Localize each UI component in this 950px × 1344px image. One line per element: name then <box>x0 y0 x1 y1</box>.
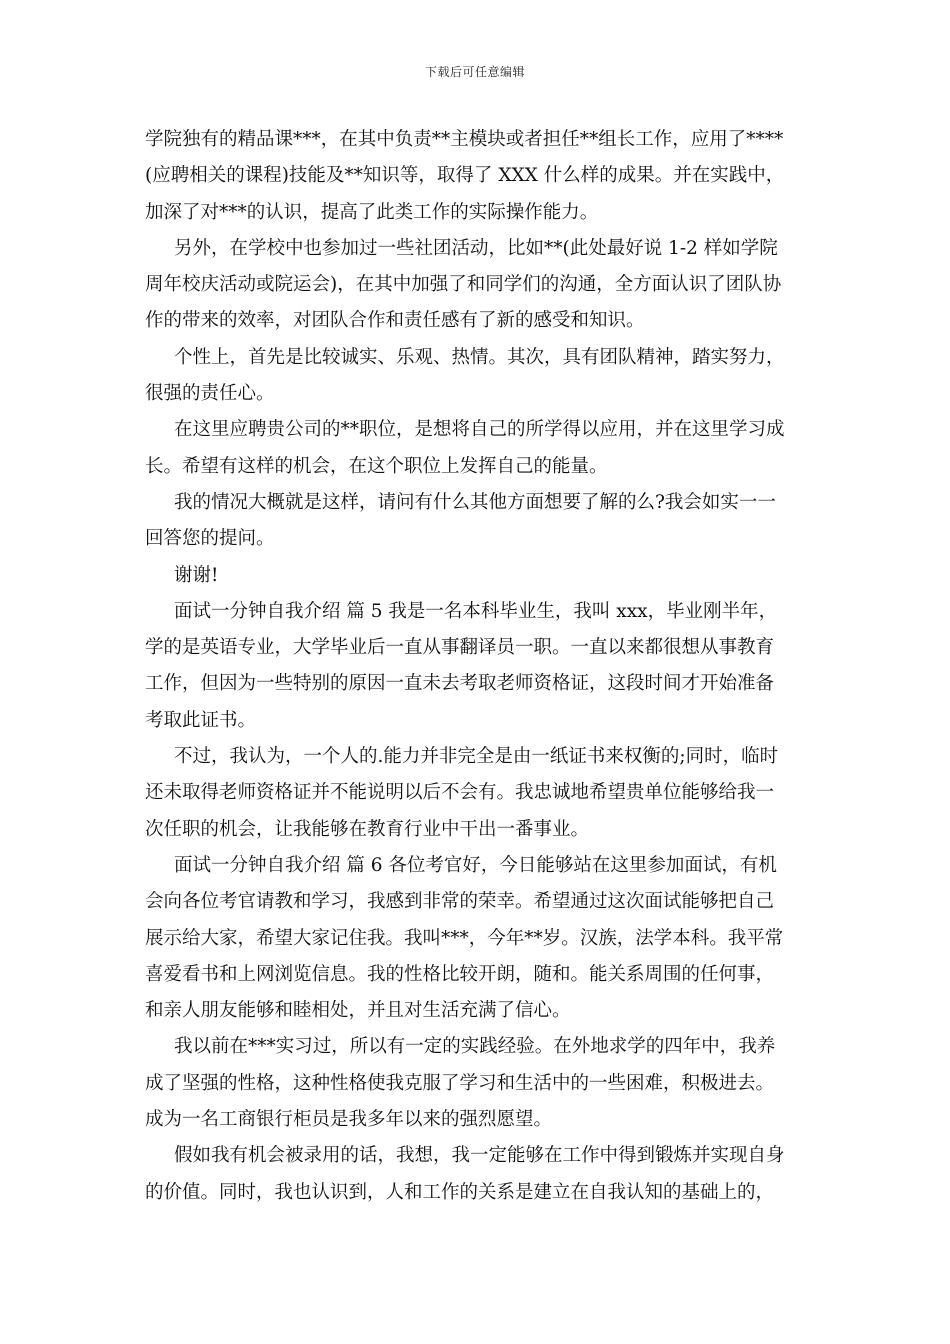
text-line: (应聘相关的课程)技能及**知识等，取得了 XXX 什么样的成果。并在实践中， <box>145 165 785 187</box>
text-line: 还未取得老师资格证并不能说明以后不会有。我忠诚地希望贵单位能够给我一 <box>145 782 775 804</box>
text-line: 在这里应聘贵公司的**职位，是想将自己的所学得以应用，并在这里学习成 <box>174 419 785 441</box>
text-line: 面试一分钟自我介绍 篇 6 各位考官好，今日能够站在这里参加面试，有机 <box>174 854 777 876</box>
text-line: 不过，我认为，一个人的.能力并非完全是由一纸证书来权衡的;同时，临时 <box>174 746 779 768</box>
document-body <box>145 122 813 1211</box>
text-line: 展示给大家，希望大家记住我。我叫***，今年**岁。汉族，法学本科。我平常 <box>145 927 784 949</box>
text-line: 周年校庆活动或院运会)，在其中加强了和同学们的沟通，全方面认识了团队协 <box>145 274 782 296</box>
text-line: 会向各位考官请教和学习，我感到非常的荣幸。希望通过这次面试能够把自己 <box>145 891 775 913</box>
text-line: 长。希望有这样的机会，在这个职位上发挥自己的能量。 <box>145 455 608 477</box>
text-line: 次任职的机会，让我能够在教育行业中干出一番事业。 <box>145 818 590 840</box>
text-line: 我的情况大概就是这样，请问有什么其他方面想要了解的么?我会如实一一 <box>174 491 776 513</box>
text-line: 回答您的提问。 <box>145 528 275 550</box>
text-line: 加深了对***的认识，提高了此类工作的实际操作能力。 <box>145 201 599 223</box>
page-header: 下载后可任意编辑 <box>424 65 525 79</box>
text-line: 很强的责任心。 <box>145 383 275 405</box>
text-line: 喜爱看书和上网浏览信息。我的性格比较开朗，随和。能关系周围的任何事， <box>145 963 775 985</box>
text-line: 我以前在***实习过，所以有一定的实践经验。在外地求学的四年中，我养 <box>174 1036 776 1058</box>
text-line: 学院独有的精品课***，在其中负责**主模块或者担任**组长工作，应用了**** <box>145 129 784 150</box>
text-line: 成为一名工商银行柜员是我多年以来的强烈愿望。 <box>145 1109 553 1131</box>
text-line: 作的带来的效率，对团队合作和责任感有了新的感受和知识。 <box>145 310 645 332</box>
text-line: 学的是英语专业，大学毕业后一直从事翻译员一职。一直以来都很想从事教育 <box>145 637 775 659</box>
text-line: 的价值。同时，我也认识到，人和工作的关系是建立在自我认知的基础上的， <box>145 1181 775 1203</box>
text-line: 谢谢! <box>174 564 219 586</box>
text-line: 个性上，首先是比较诚实、乐观、热情。其次，具有团队精神，踏实努力， <box>174 346 785 368</box>
text-line: 工作，但因为一些特别的原因一直未去考取老师资格证，这段时间才开始准备 <box>145 673 775 695</box>
text-line: 和亲人朋友能够和睦相处，并且对生活充满了信心。 <box>145 1000 571 1022</box>
text-line: 考取此证书。 <box>145 709 257 731</box>
text-line: 成了坚强的性格，这种性格使我克服了学习和生活中的一些困难，积极进去。 <box>145 1072 775 1094</box>
text-line: 假如我有机会被录用的话，我想，我一定能够在工作中得到锻炼并实现自身 <box>174 1145 785 1167</box>
text-line: 另外，在学校中也参加过一些社团活动，比如**(此处最好说 1-2 样如学院 <box>174 237 778 259</box>
text-line: 面试一分钟自我介绍 篇 5 我是一名本科毕业生，我叫 xxx，毕业刚半年， <box>174 600 778 622</box>
